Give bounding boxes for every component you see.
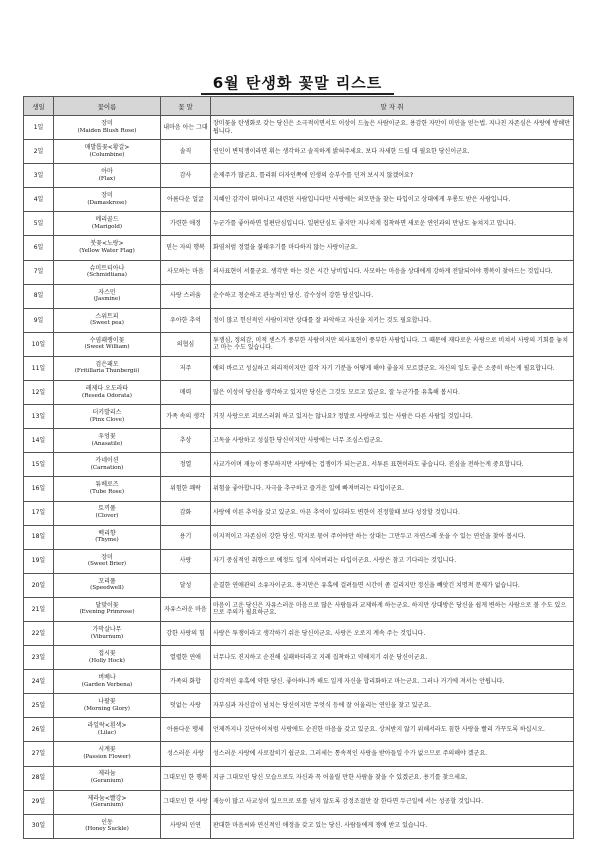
row-description: 누군가를 좋아하면 일편단심입니다. 일편단심도 좋지만 지나치게 집착하면 새로운 연인과의 만남도 놓쳐지고 맙니다. [211,212,574,236]
row-description: 거짓 사랑으로 괴로스러워 하고 있지는 않나요? 정말로 사랑하고 있는 사람은 다른 사람일 것입니다. [211,405,574,429]
table-row [24,597,574,621]
table-row [24,188,574,212]
row-date: 18일 [24,525,54,549]
row-flower-meaning: 감화 [161,501,211,525]
flower-english-name: (Yellow Water Flag) [79,248,135,255]
row-date: 20일 [24,573,54,597]
row-date: 26일 [24,718,54,742]
table-row [24,284,574,308]
table-row [24,381,574,405]
row-flower-meaning: 우아한 추억 [161,308,211,332]
flower-korean-name: 장미 [101,119,113,127]
header-meaning: 꽃 말 [161,97,211,116]
row-flower-name [54,164,161,188]
flower-english-name: (Marigold) [91,223,123,230]
row-flower-name [54,694,161,718]
row-flower-meaning: 사랑 [161,549,211,573]
row-date: 25일 [24,694,54,718]
flower-korean-name: 가막살나무 [92,625,122,633]
table-row [24,646,574,670]
flower-english-name: (Evening Primrose) [79,609,135,616]
row-flower-name [54,742,161,766]
flower-english-name: (Holly Hock) [89,657,125,664]
flower-english-name: (Garden Verbena) [81,681,133,688]
flower-english-name: (Viburnum) [90,633,124,640]
row-flower-name [54,477,161,501]
row-flower-name [54,212,161,236]
row-date: 6일 [24,236,54,260]
row-date: 29일 [24,790,54,814]
row-description: 성스러운 사랑에 사로잡히기 쉽군요. 그러세는 통속적인 사랑을 받아들일 수가 없으므로 주의해야 겠군요. [211,742,574,766]
row-date: 30일 [24,814,54,838]
row-flower-name [54,332,161,356]
row-flower-meaning: 저주 [161,356,211,380]
row-description: 언제까지나 깃단아이처럼 사랑에도 순진한 마음을 갖고 있군요. 상처받지 않기 위해서라도 침한 사랑을 빨리 가꾸도록 하십시오. [211,718,574,742]
row-description: 너무나도 진지하고 순진해 실패하더라고 지레 집착하고 약해지기 쉬운 당신이군요. [211,646,574,670]
row-description: 투쟁심, 정의감, 미적 센스가 풍부한 사람이지만 의사표현이 풍부한 사람입니다. 그 때문에 재다로운 사람으로 비쳐서 사랑의 기회를 놓치고 마는 수도 있습니다. [211,332,574,356]
row-flower-name [54,525,161,549]
row-flower-meaning: 그대모인 한 사랑 [161,790,211,814]
row-description: 순수하고 청순하고 관능적인 당신. 감수성이 강한 당신입니다. [211,284,574,308]
row-flower-name [54,549,161,573]
row-flower-meaning: 달성 [161,573,211,597]
table-row [24,140,574,164]
row-description: 감각적인 유혹에 약한 당신. 좋아하니까 해도 일게 자신을 합리화하고 마는군요. 그러나 거기에 져서는 안됩니다. [211,670,574,694]
row-date: 4일 [24,188,54,212]
row-date: 1일 [24,116,54,140]
flower-korean-name: 슈미트티아나 [89,264,125,272]
row-flower-meaning: 믿는 자의 행복 [161,236,211,260]
row-date: 9일 [24,308,54,332]
row-description: 고독을 사랑하고 성실한 당신이지만 사랑에는 너무 조심스럽군요. [211,429,574,453]
row-flower-meaning: 열렬한 연애 [161,646,211,670]
flower-korean-name: 버베나 [98,674,116,682]
row-flower-name [54,597,161,621]
row-flower-name [54,260,161,284]
row-flower-meaning: 사모하는 마음 [161,260,211,284]
row-flower-name [54,453,161,477]
table-row [24,670,574,694]
flower-english-name: (Tube Rose) [89,488,125,495]
flower-english-name: (Honey Suckle) [85,826,129,833]
row-flower-name [54,646,161,670]
table-row [24,501,574,525]
flower-english-name: (Reseda Odorata) [82,392,132,399]
flower-korean-name: 시계꽃 [98,746,116,754]
row-flower-name [54,501,161,525]
flower-korean-name: 달맞이꽃 [95,601,119,609]
row-flower-meaning: 사랑의 인연 [161,814,211,838]
row-flower-name [54,381,161,405]
row-description: 많은 이성이 당신을 생각하고 있지만 당신은 그것도 모르고 있군요. 잘 누군가를 유혹해 봅시다. [211,381,574,405]
row-description: 자기 중심적인 취향으로 예정도 일게 식어버리는 타입이군요. 사랑은 참고 기다리는 것입니다. [211,549,574,573]
flower-korean-name: 카네이션 [95,457,119,465]
row-description: 정이 많고 헌신적인 사람이지만 상대를 잘 파악하고 자신을 지키는 것도 필요합니다. [211,308,574,332]
flower-korean-name: 수염패랭이꽃 [89,336,125,344]
row-flower-name [54,236,161,260]
row-flower-meaning: 아름다운 얼굴 [161,188,211,212]
row-date: 17일 [24,501,54,525]
row-description: 의사표현이 서툴군요. 생각만 하는 것은 시간 낭비입니다. 사모하는 마음을 상대에게 강하게 전달되어야 행복이 찾아드는 것입니다. [211,260,574,284]
row-flower-meaning: 덧없는 사랑 [161,694,211,718]
row-description: 장미꽃을 탄생화로 갖는 당신은 소극적이면서도 이상이 드높은 사람이군요. 용감한 자만이 미인을 얻는법. 지나친 자존심은 사랑에 방해만 됩니다. [211,116,574,140]
table-row [24,790,574,814]
row-flower-name [54,308,161,332]
row-flower-name [54,670,161,694]
table-row [24,621,574,645]
row-date: 21일 [24,597,54,621]
flower-english-name: (Pinx Clove) [89,416,125,423]
row-description: 마음이 고운 당신은 자유스러운 마음으로 많은 사람들과 교제하게 하는군요. 하지만 상대방은 당신을 쉽게 변하는 사람으로 볼 수도 있으므로 주의가 필요하군요. [211,597,574,621]
flower-korean-name: 라일락<흰색> [87,722,127,730]
flower-korean-name: 튜베로즈 [95,481,119,489]
flower-english-name: (Columbine) [89,151,125,158]
flower-korean-name: 우엉꽃 [98,433,116,441]
table-row [24,356,574,380]
row-flower-meaning: 그대모인 한 행복 [161,766,211,790]
flower-korean-name: 붓꽃<노랑> [90,240,124,248]
row-date: 5일 [24,212,54,236]
table-row [24,477,574,501]
flower-korean-name: 나팔꽃 [98,698,116,706]
row-date: 28일 [24,766,54,790]
row-date: 2일 [24,140,54,164]
row-description: 이지적이고 자존심이 강한 당신. 막지로 몫어 주어야만 하는 상대는 그만두고 자연스레 웃을 수 있는 연인을 찾아 봅시다. [211,525,574,549]
row-description: 판대한 마음씨와 연신적인 애정을 갖고 있는 당신. 사람들에게 쟁애 받고 있습니다. [211,814,574,838]
row-flower-name [54,718,161,742]
row-date: 24일 [24,670,54,694]
row-date: 19일 [24,549,54,573]
table-body [24,116,574,839]
table-row [24,212,574,236]
row-description: 예의 바르고 성실하고 의리적이지만 결작 자기 기분을 어떻게 해야 좋을지 모르겠군요. 자신의 일도 좋은 소중히 하는게 필요합니다. [211,356,574,380]
row-flower-name [54,140,161,164]
flower-korean-name: 인동 [101,818,113,826]
row-description: 자부심과 자신감이 넘치는 당신이지만 무엇식 등에 잘 어울리는 연인을 찾고 있군요. [211,694,574,718]
row-description: 순제주가 많군요. 틀리워 더자인쪽에 인생의 승부수를 던져 보시지 않겠어요? [211,164,574,188]
row-date: 7일 [24,260,54,284]
table-row [24,453,574,477]
table-header-row [24,97,574,116]
table-row [24,405,574,429]
row-description: 사교가이며 재능이 풍부하지만 사랑에는 겁쟁이가 되는군요. 서투른 표현이라도 좋습니다. 진심을 전하는게 중요합니다. [211,453,574,477]
title-text: 6월 탄생화 꽃말 리스트 [201,74,395,95]
row-date: 8일 [24,284,54,308]
row-flower-name [54,621,161,645]
row-flower-meaning: 가족 속의 생각 [161,405,211,429]
row-date: 22일 [24,621,54,645]
flower-english-name: (Damaskrose) [87,199,127,206]
flower-english-name: (Anasatile) [91,440,123,447]
row-flower-meaning: 추상 [161,429,211,453]
row-date: 14일 [24,429,54,453]
flower-english-name: (Schmidtiana) [87,272,127,279]
flower-korean-name: 백리향 [98,529,116,537]
row-flower-meaning: 용기 [161,525,211,549]
table-row [24,116,574,140]
row-description: 사랑에 이른 추억을 갖고 있군요. 아픈 추억이 있더라도 변한이 진정할때 보다 성장할 것입니다. [211,501,574,525]
row-flower-meaning: 의협심 [161,332,211,356]
row-date: 12일 [24,381,54,405]
flower-korean-name: 검은패모 [95,360,119,368]
flower-english-name: (Maiden Blush Rose) [77,127,137,134]
flower-english-name: (Jasmine) [93,296,121,303]
table-row [24,549,574,573]
row-flower-name [54,814,161,838]
table-row [24,236,574,260]
flower-korean-name: 제라늄<빨강> [87,794,127,802]
row-flower-name [54,573,161,597]
row-description: 지금 그대모인 당신 모습으로도 자신과 꼭 어울릴 만한 사람을 찾을 수 있겠군요. 용기를 찾으세요. [211,766,574,790]
flower-korean-name: 자스민 [98,288,116,296]
flower-english-name: (Carnation) [90,464,124,471]
row-flower-name [54,116,161,140]
flower-korean-name: 메리골드 [95,216,119,224]
row-flower-meaning: 감사 [161,164,211,188]
row-date: 16일 [24,477,54,501]
header-description: 말 자 취 [211,97,574,116]
row-flower-meaning: 성스러운 사랑 [161,742,211,766]
table-row [24,694,574,718]
flower-english-name: (Geranium) [90,802,124,809]
row-flower-meaning: 가련한 애정 [161,212,211,236]
row-description: 연인이 변덕쟁이라면 휘는 생각하고 솔직하게 밝혀주세요. 보다 자세한 드릴 대 필요한 당신이군요. [211,140,574,164]
table-row [24,260,574,284]
flower-english-name: (Flax) [98,175,116,182]
row-flower-meaning: 아름다운 맹세 [161,718,211,742]
row-flower-name [54,284,161,308]
row-flower-meaning: 가족의 화합 [161,670,211,694]
table-row [24,429,574,453]
row-date: 27일 [24,742,54,766]
flower-english-name: (Sweet William) [84,344,130,351]
row-flower-meaning: 위험한 쾌락 [161,477,211,501]
header-flower-name: 꽃이름 [54,97,161,116]
table-row [24,525,574,549]
row-flower-meaning: 내마음 아는 그대 [161,116,211,140]
row-date: 10일 [24,332,54,356]
flower-korean-name: 토끼풀 [98,505,116,513]
table-row [24,573,574,597]
table-row [24,766,574,790]
flower-english-name: (Passion Flower) [83,753,131,760]
row-flower-name [54,790,161,814]
flower-english-name: (Sweet pea) [90,320,124,327]
row-flower-meaning: 솔직 [161,140,211,164]
row-description: 지혜인 감각이 뛰어나고 세련된 사람입니다만 사랑에는 외모만을 찾는 타입이고 상대에게 우롱도 받은 사람입니다. [211,188,574,212]
flower-english-name: (Fritillaria Thunbergii) [74,368,140,375]
row-flower-name [54,188,161,212]
flower-korean-name: 제라늄 [98,770,116,778]
page-title [0,72,595,93]
table-row [24,718,574,742]
flower-korean-name: 접시꽃 [98,650,116,658]
flower-korean-name: 아마 [101,168,113,176]
row-date: 3일 [24,164,54,188]
flower-english-name: (Thyme) [95,537,119,544]
flower-english-name: (Clover) [95,513,119,520]
flower-english-name: (Morning Glory) [84,705,130,712]
flower-english-name: (Speedwell) [90,585,124,592]
row-flower-meaning: 정열 [161,453,211,477]
flower-korean-name: 매발톱꽃<황갈> [84,144,130,152]
row-flower-meaning: 사랑 스러움 [161,284,211,308]
row-date: 13일 [24,405,54,429]
row-flower-meaning: 매력 [161,381,211,405]
row-description: 사랑은 투쟁이라고 생각하기 쉬운 당신이군요. 사랑은 오로지 계속 주는 것입니다. [211,621,574,645]
table-row [24,742,574,766]
row-flower-meaning: 자유스러운 마음 [161,597,211,621]
header-date: 생일 [24,97,54,116]
flower-english-name: (Sweet Brier) [87,561,127,568]
flower-korean-name: 장미 [101,192,113,200]
table-row [24,164,574,188]
row-description: 순결한 연애관의 소유자이군요. 용지만은 유혹에 걸려들면 시간이 좀 걸리지만 정신을 빼앗긴 치명적 문제가 없습니다. [211,573,574,597]
flower-korean-name: 레제다 오도라타 [85,384,129,392]
flower-korean-name: 스위트피 [95,312,119,320]
row-description: 화염처럼 정열을 불태우기를 마다하지 않는 사랑이군요. [211,236,574,260]
row-description: 재능이 많고 사교성이 있으므로 또를 넘지 않도록 감정조절만 잘 한다면 두근일에 서는 성공할 것입니다. [211,790,574,814]
flower-english-name: (Lilac) [97,729,117,736]
flower-table [23,96,574,839]
flower-korean-name: 더키발리스 [92,409,122,417]
table-row [24,308,574,332]
row-flower-name [54,766,161,790]
row-date: 11일 [24,356,54,380]
row-flower-name [54,429,161,453]
flower-korean-name: 장미 [101,553,113,561]
row-flower-name [54,356,161,380]
row-date: 15일 [24,453,54,477]
row-date: 23일 [24,646,54,670]
flower-english-name: (Geranium) [90,778,124,785]
row-flower-meaning: 강한 사랑의 힘 [161,621,211,645]
table-row [24,332,574,356]
flower-korean-name: 꼬리풀 [98,577,116,585]
row-flower-name [54,405,161,429]
row-description: 위험을 좋아합니다. 자극을 추구하고 즐거운 일에 빠져버리는 타입이군요. [211,477,574,501]
table-row [24,814,574,838]
